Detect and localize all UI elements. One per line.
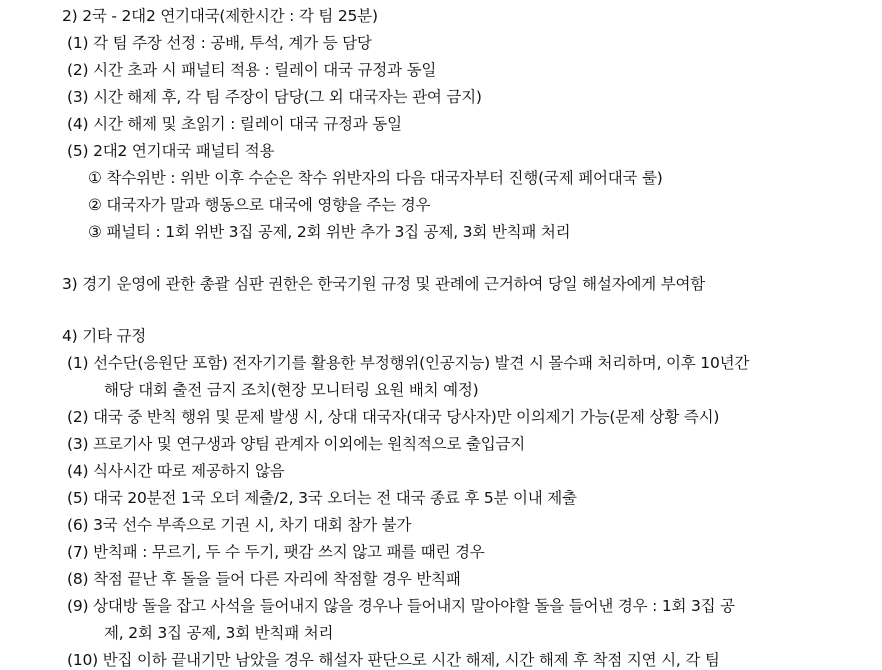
section-4-item-6: (6) 3국 선수 부족으로 기권 시, 차기 대회 참가 불가 [67,516,412,534]
section-4-item-1: (1) 선수단(응원단 포함) 전자기기를 활용한 부정행위(인공지능) 발견 시 몰수패 처리하며, 이후 10년간 [67,354,750,372]
section-4-title: 4) 기타 규정 [62,327,147,345]
section-2-item-2: (2) 시간 초과 시 패널티 적용 : 릴레이 대국 규정과 동일 [67,61,437,79]
section-2-subitem-3: ③ 패널티 : 1회 위반 3집 공제, 2회 위반 추가 3집 공제, 3회 반칙패 처리 [88,223,571,241]
section-4-item-9-cont: 제, 2회 3집 공제, 3회 반칙패 처리 [104,624,334,642]
section-4-item-9: (9) 상대방 돌을 잡고 사석을 들어내지 않을 경우나 들어내지 말아야할 돌을 들어낸 경우 : 1회 3집 공 [67,597,735,615]
section-2-item-1: (1) 각 팀 주장 선정 : 공배, 투석, 계가 등 담당 [67,34,372,52]
section-3-text: 3) 경기 운영에 관한 총괄 심판 권한은 한국기원 규정 및 관례에 근거하여 당일 해설자에게 부여함 [62,275,706,293]
section-4-item-7: (7) 반칙패 : 무르기, 두 수 두기, 팻감 쓰지 않고 패를 때린 경우 [67,543,485,561]
section-2-item-5: (5) 2대2 연기대국 패널티 적용 [67,142,275,160]
section-4-item-4: (4) 식사시간 따로 제공하지 않음 [67,462,285,480]
section-4-item-1-cont: 해당 대회 출전 금지 조치(현장 모니터링 요원 배치 예정) [104,381,479,399]
section-2-title: 2) 2국 - 2대2 연기대국(제한시간 : 각 팀 25분) [62,7,378,25]
section-4-item-8: (8) 착점 끝난 후 돌을 들어 다른 자리에 착점할 경우 반칙패 [67,570,461,588]
section-2-subitem-2: ② 대국자가 말과 행동으로 대국에 영향을 주는 경우 [88,196,431,214]
section-4-item-5: (5) 대국 20분전 1국 오더 제출/2, 3국 오더는 전 대국 종료 후 5분 이내 제출 [67,489,577,507]
section-4-item-3: (3) 프로기사 및 연구생과 양팀 관계자 이외에는 원칙적으로 출입금지 [67,435,526,453]
section-2-subitem-1: ① 착수위반 : 위반 이후 수순은 착수 위반자의 다음 대국자부터 진행(국제 페어대국 룰) [88,169,663,187]
section-4-item-10: (10) 반집 이하 끝내기만 남았을 경우 해설자 판단으로 시간 해제, 시간 해제 후 착점 지연 시, 각 팀 [67,651,720,669]
section-4-item-2: (2) 대국 중 반칙 행위 및 문제 발생 시, 상대 대국자(대국 당사자)만 이의제기 가능(문제 상황 즉시) [67,408,720,426]
section-2-item-3: (3) 시간 해제 후, 각 팀 주장이 담당(그 외 대국자는 관여 금지) [67,88,482,106]
section-2-item-4: (4) 시간 해제 및 초읽기 : 릴레이 대국 규정과 동일 [67,115,402,133]
